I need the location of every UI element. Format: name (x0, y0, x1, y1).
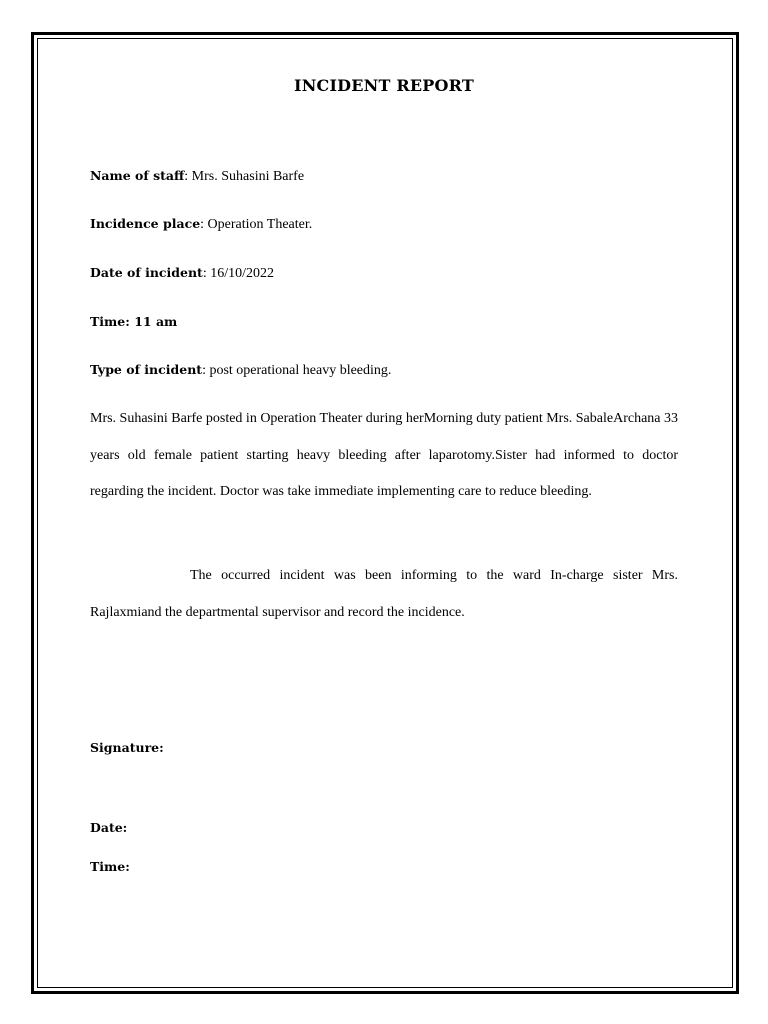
incident-date-label: Date of incident (90, 265, 203, 280)
incidence-place-label: Incidence place (90, 216, 201, 231)
footer-date-field (90, 819, 127, 837)
staff-name-value: : Mrs. Suhasini Barfe (184, 169, 305, 184)
incidence-place-field (90, 215, 312, 234)
incident-type-label: Type of incident (90, 362, 203, 377)
incident-time-field (90, 313, 177, 331)
signature-label: Signature: (90, 740, 164, 755)
incident-type-value: : post operational heavy bleeding. (202, 363, 392, 378)
incident-description-paragraph: Mrs. Suhasini Barfe posted in Operation Theater during herMorning duty patient Mrs. SabaleArchana 33 years old female patient starting heavy bleeding after laparotomy.Sister had informed to doctor regarding the incident. Doctor was take immediate implementing care to reduce bleeding. (90, 411, 678, 499)
incident-date-field (90, 264, 274, 283)
signature-field (90, 739, 164, 757)
incidence-place-value: : Operation Theater. (200, 217, 313, 232)
staff-name-field (90, 167, 304, 186)
footer-date-label: Date: (90, 820, 128, 835)
incident-date-value: : 16/10/2022 (202, 266, 275, 281)
staff-name-label: Name of staff (90, 168, 185, 183)
report-title: INCIDENT REPORT (294, 76, 474, 95)
footer-time-label: Time: (90, 859, 130, 874)
footer-time-field (90, 858, 130, 876)
incident-time-label: Time: 11 am (90, 314, 178, 329)
incident-followup-paragraph: The occurred incident was been informing to the ward In-charge sister Mrs. Rajlaxmiand the departmental supervisor and record the incidence. (90, 568, 678, 620)
incident-type-field (90, 361, 391, 380)
